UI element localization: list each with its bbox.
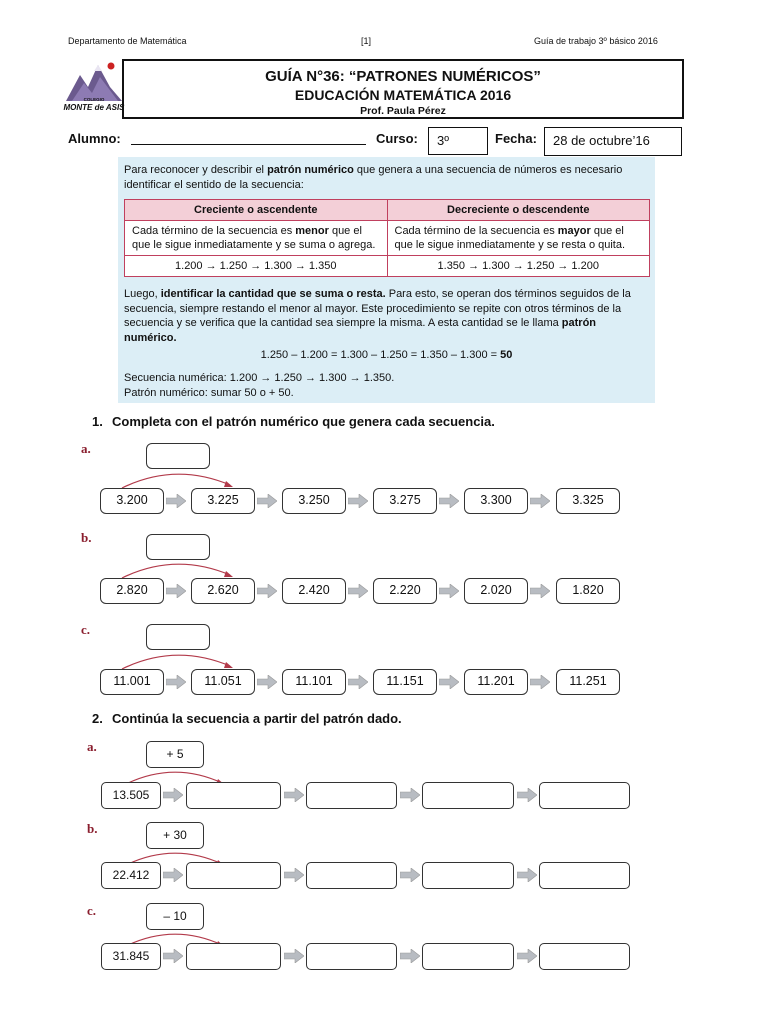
block-arrow-icon bbox=[517, 788, 537, 802]
q2-row-a-start: 13.505 bbox=[101, 782, 161, 809]
q2-row-b-answer-4[interactable] bbox=[539, 862, 630, 889]
q2-row-c-label: c. bbox=[87, 903, 97, 918]
q2-row-c-answer-2[interactable] bbox=[306, 943, 397, 970]
q2-row-a-label: a. bbox=[87, 739, 97, 754]
block-arrow-icon bbox=[400, 788, 420, 802]
course-title: EDUCACIÓN MATEMÁTICA 2016 bbox=[294, 87, 512, 103]
course-label: Curso: bbox=[376, 131, 418, 146]
block-arrow-icon bbox=[166, 675, 186, 689]
q1-row-b-box-4: 2.220 bbox=[373, 578, 437, 604]
q2-row-b-answer-1[interactable] bbox=[186, 862, 281, 889]
q1-row-a-label: a. bbox=[81, 441, 91, 456]
q1-row-a-box-1: 3.200 bbox=[100, 488, 164, 514]
block-arrow-icon bbox=[284, 788, 304, 802]
block-arrow-icon bbox=[530, 494, 550, 508]
q1-row-c-curve-arrow-icon bbox=[120, 649, 240, 671]
q2-row-c-answer-1[interactable] bbox=[186, 943, 281, 970]
block-arrow-icon bbox=[348, 494, 368, 508]
q2-row-a-answer-4[interactable] bbox=[539, 782, 630, 809]
block-arrow-icon bbox=[166, 584, 186, 598]
date-label: Fecha: bbox=[495, 131, 537, 146]
info-sequence-example: Secuencia numérica: 1.200 → 1.250 → 1.300 → 1.350. bbox=[124, 372, 395, 384]
q2-row-c-start: 31.845 bbox=[101, 943, 161, 970]
q1-row-c-box-3: 11.101 bbox=[282, 669, 346, 695]
block-arrow-icon bbox=[517, 949, 537, 963]
q1-number: 1. bbox=[92, 414, 103, 429]
block-arrow-icon bbox=[348, 584, 368, 598]
q1-row-c-box-4: 11.151 bbox=[373, 669, 437, 695]
q2-row-b-pattern: + 30 bbox=[146, 822, 204, 849]
logo-school-top: COLEGIO bbox=[83, 97, 105, 102]
block-arrow-icon bbox=[400, 949, 420, 963]
q2-row-b-answer-3[interactable] bbox=[422, 862, 514, 889]
ascending-header: Creciente o ascendente bbox=[125, 200, 388, 221]
descending-example: 1.350 → 1.300 → 1.250 → 1.200 bbox=[387, 256, 650, 277]
block-arrow-icon bbox=[530, 675, 550, 689]
q1-row-b-curve-arrow-icon bbox=[120, 558, 240, 580]
header-page-number: [1] bbox=[361, 36, 372, 46]
date-field[interactable]: 28 de octubre’16 bbox=[544, 127, 682, 156]
descending-header: Decreciente o descendente bbox=[387, 200, 650, 221]
block-arrow-icon bbox=[284, 868, 304, 882]
q1-row-b-box-5: 2.020 bbox=[464, 578, 528, 604]
q2-number: 2. bbox=[92, 711, 103, 726]
q1-row-a-pattern-answer[interactable] bbox=[146, 443, 210, 469]
info-pattern-example: Patrón numérico: sumar 50 o + 50. bbox=[124, 387, 294, 399]
q1-row-a-box-6: 3.325 bbox=[556, 488, 620, 514]
block-arrow-icon bbox=[163, 788, 183, 802]
descending-description: Cada término de la secuencia es mayor que el que le sigue inmediatamente y se resta o quita. bbox=[387, 221, 650, 256]
q1-row-c-box-2: 11.051 bbox=[191, 669, 255, 695]
block-arrow-icon bbox=[163, 949, 183, 963]
q2-title: Continúa la secuencia a partir del patrón dado. bbox=[112, 711, 402, 726]
block-arrow-icon bbox=[400, 868, 420, 882]
q2-row-c-answer-4[interactable] bbox=[539, 943, 630, 970]
teacher-name: Prof. Paula Pérez bbox=[360, 105, 446, 117]
guide-title: GUÍA N°36: “PATRONES NUMÉRICOS” bbox=[265, 68, 541, 85]
block-arrow-icon bbox=[439, 584, 459, 598]
q1-row-b-box-6: 1.820 bbox=[556, 578, 620, 604]
block-arrow-icon bbox=[530, 584, 550, 598]
block-arrow-icon bbox=[257, 584, 277, 598]
q1-row-c-box-1: 11.001 bbox=[100, 669, 164, 695]
q1-row-b-box-3: 2.420 bbox=[282, 578, 346, 604]
q1-row-b-label: b. bbox=[81, 530, 92, 545]
block-arrow-icon bbox=[348, 675, 368, 689]
q1-row-c-label: c. bbox=[81, 622, 91, 637]
block-arrow-icon bbox=[257, 675, 277, 689]
q2-row-c-answer-3[interactable] bbox=[422, 943, 514, 970]
info-panel bbox=[118, 157, 655, 403]
q1-row-b-box-1: 2.820 bbox=[100, 578, 164, 604]
block-arrow-icon bbox=[163, 868, 183, 882]
q2-row-c-pattern: – 10 bbox=[146, 903, 204, 930]
q1-title: Completa con el patrón numérico que genera cada secuencia. bbox=[112, 414, 495, 429]
sequence-type-table bbox=[124, 199, 650, 277]
q2-row-a-answer-2[interactable] bbox=[306, 782, 397, 809]
q1-row-a-box-4: 3.275 bbox=[373, 488, 437, 514]
q1-row-c-box-6: 11.251 bbox=[556, 669, 620, 695]
ascending-example: 1.200 → 1.250 → 1.300 → 1.350 bbox=[125, 256, 388, 277]
course-field[interactable]: 3º bbox=[428, 127, 488, 155]
q2-row-b-start: 22.412 bbox=[101, 862, 161, 889]
ascending-description: Cada término de la secuencia es menor que el que le sigue inmediatamente y se suma o agrega. bbox=[125, 221, 388, 256]
q1-row-a-box-5: 3.300 bbox=[464, 488, 528, 514]
header-guide: Guía de trabajo 3º básico 2016 bbox=[534, 36, 658, 46]
q2-row-a-answer-3[interactable] bbox=[422, 782, 514, 809]
q1-row-a-curve-arrow-icon bbox=[120, 468, 240, 490]
block-arrow-icon bbox=[166, 494, 186, 508]
block-arrow-icon bbox=[517, 868, 537, 882]
q1-row-b-pattern-answer[interactable] bbox=[146, 534, 210, 560]
info-equation: 1.250 – 1.200 = 1.300 – 1.250 = 1.350 – 1.300 = 50 bbox=[260, 349, 513, 361]
block-arrow-icon bbox=[257, 494, 277, 508]
school-logo bbox=[64, 57, 124, 117]
q1-row-c-box-5: 11.201 bbox=[464, 669, 528, 695]
title-box bbox=[122, 59, 684, 119]
block-arrow-icon bbox=[284, 949, 304, 963]
q1-row-b-box-2: 2.620 bbox=[191, 578, 255, 604]
student-name-line[interactable] bbox=[131, 144, 366, 145]
block-arrow-icon bbox=[439, 494, 459, 508]
info-intro: Para reconocer y describir el patrón numérico que genera a una secuencia de números es necesario identificar el sentido de la secuencia: bbox=[124, 164, 623, 191]
q1-row-a-box-3: 3.250 bbox=[282, 488, 346, 514]
block-arrow-icon bbox=[439, 675, 459, 689]
student-label: Alumno: bbox=[68, 131, 121, 146]
q1-row-c-pattern-answer[interactable] bbox=[146, 624, 210, 650]
q2-row-a-pattern: + 5 bbox=[146, 741, 204, 768]
q2-row-a-answer-1[interactable] bbox=[186, 782, 281, 809]
q2-row-b-answer-2[interactable] bbox=[306, 862, 397, 889]
logo-school-name: MONTE de ASIS bbox=[63, 103, 125, 112]
info-explanation: Luego, identificar la cantidad que se suma o resta. Para esto, se operan dos términos seguidos de la secuencia, siempre restando el menor al mayor. Este procedimiento se repite con otros términos de la secuencia y se verifica que la cantidad sea siempre la misma. A esta cantidad se le llama patrón numérico. bbox=[124, 288, 631, 344]
header-department: Departamento de Matemática bbox=[68, 36, 187, 46]
q2-row-b-label: b. bbox=[87, 821, 98, 836]
q1-row-a-box-2: 3.225 bbox=[191, 488, 255, 514]
